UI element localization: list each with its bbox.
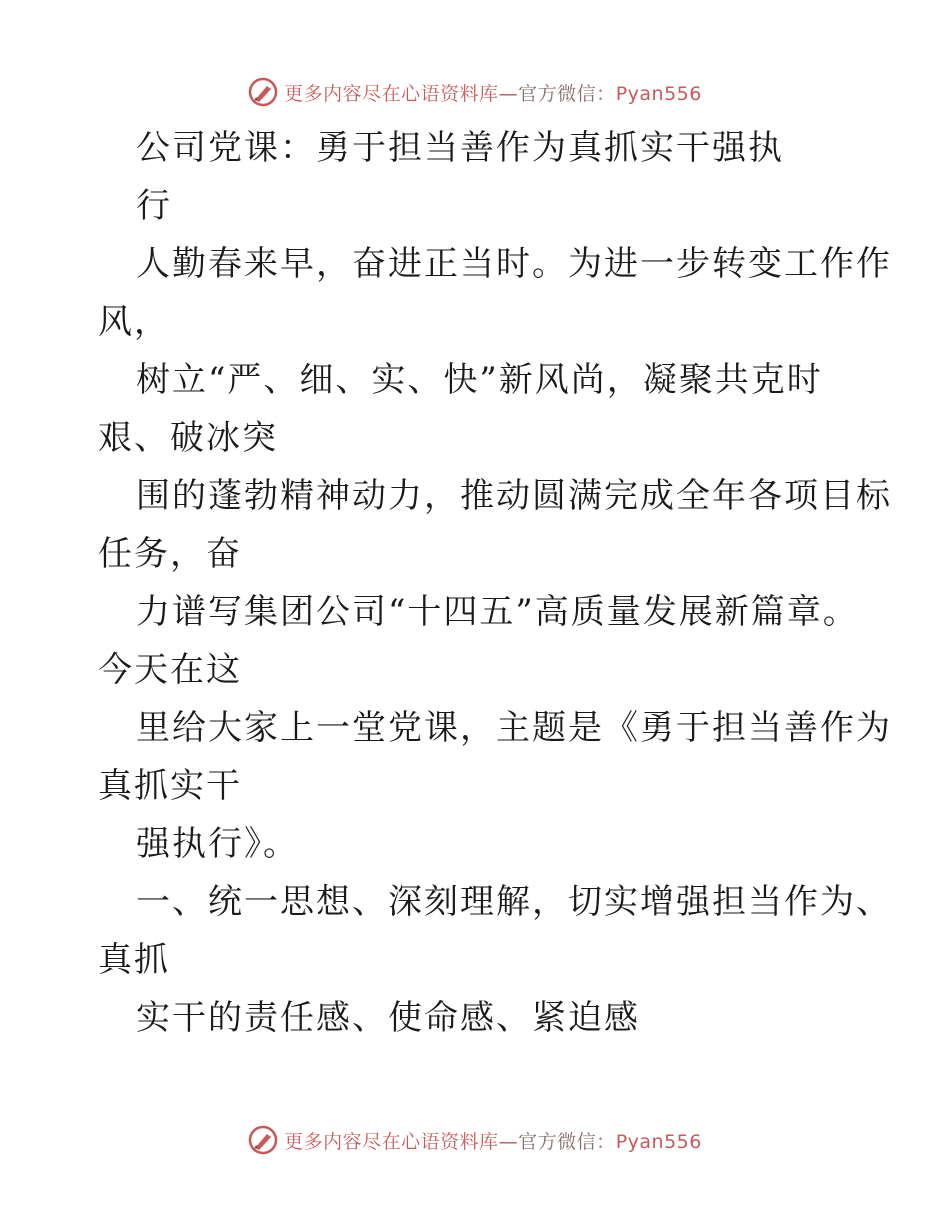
paragraph-line: 今天在这 [98,650,242,690]
pen-logo-icon [248,1125,278,1155]
paragraph-line: 艰、破冰突 [98,418,278,458]
paragraph-line: 力谱写集团公司“十四五”高质量发展新篇章。 [136,592,859,632]
paragraph-line: 强执行》。 [136,824,299,864]
paragraph-line: 里给大家上一堂党课，主题是《勇于担当善作为 [136,708,892,748]
footer-watermark [0,1120,950,1160]
watermark-text: 更多内容尽在心语资料库—官方微信：Pyan556 [284,1130,702,1153]
paragraph-line: 真抓实干 [98,766,242,806]
doc-title-line-1: 公司党课：勇于担当善作为真抓实干强执 [136,128,784,168]
paragraph-line: 围的蓬勃精神动力，推动圆满完成全年各项目标 [136,476,892,516]
watermark-text: 更多内容尽在心语资料库—官方微信：Pyan556 [284,82,702,105]
paragraph-line: 任务，奋 [98,534,242,574]
section-heading-line: 真抓 [98,940,170,980]
paragraph-line: 人勤春来早，奋进正当时。为进一步转变工作作 [136,244,892,284]
paragraph-line: 风， [98,302,170,342]
doc-title-line-2: 行 [136,186,172,226]
section-heading-line: 一、统一思想、深刻理解，切实增强担当作为、 [136,882,892,922]
paragraph-line: 树立“严、细、实、快”新风尚，凝聚共克时 [136,360,823,400]
section-heading-line: 实干的责任感、使命感、紧迫感 [136,998,640,1038]
